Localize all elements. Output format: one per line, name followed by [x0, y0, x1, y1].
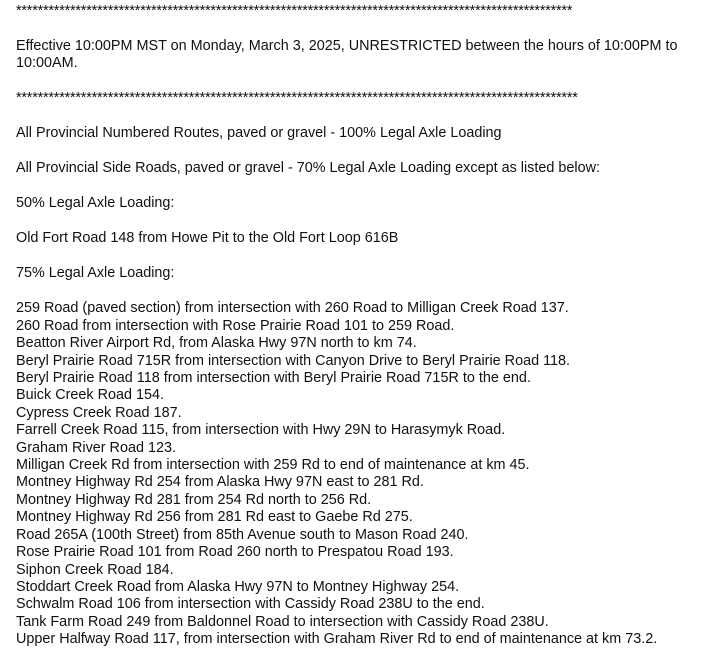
list-item: Montney Highway Rd 254 from Alaska Hwy 97N east to 281 Rd. [16, 474, 424, 491]
side-roads-rule: All Provincial Side Roads, paved or gravel - 70% Legal Axle Loading except as listed below: [16, 160, 600, 177]
section-50-list [16, 230, 706, 247]
numbered-routes-rule: All Provincial Numbered Routes, paved or gravel - 100% Legal Axle Loading [16, 125, 502, 142]
list-item: Siphon Creek Road 184. [16, 561, 174, 578]
list-item: Graham River Road 123. [16, 439, 176, 456]
list-item: Upper Halfway Road 117, from intersection with Graham River Rd to end of maintenance at km 73.2. [16, 631, 658, 648]
list-item: Montney Highway Rd 256 from 281 Rd east to Gaebe Rd 275. [16, 509, 413, 526]
section-75-heading: 75% Legal Axle Loading: [16, 265, 175, 282]
list-item: Cypress Creek Road 187. [16, 404, 182, 421]
list-item: Beryl Prairie Road 715R from intersection with Canyon Drive to Beryl Prairie Road 118. [16, 352, 571, 369]
list-item: Farrell Creek Road 115, from intersection with Hwy 29N to Harasymyk Road. [16, 422, 506, 439]
list-item: Milligan Creek Rd from intersection with 259 Rd to end of maintenance at km 45. [16, 457, 530, 474]
section-75-list [16, 300, 706, 648]
list-item: Beatton River Airport Rd, from Alaska Hwy 97N north to km 74. [16, 335, 417, 352]
effective-notice: Effective 10:00PM MST on Monday, March 3, 2025, UNRESTRICTED between the hours of 10:00PM to 10:00AM. [16, 38, 678, 72]
separator-top: ******************************************************************************************************* [16, 3, 573, 19]
list-item: Old Fort Road 148 from Howe Pit to the Old Fort Loop 616B [16, 230, 399, 247]
list-item: Tank Farm Road 249 from Baldonnel Road to intersection with Cassidy Road 238U. [16, 613, 549, 630]
list-item: Schwalm Road 106 from intersection with Cassidy Road 238U to the end. [16, 596, 485, 613]
separator-bottom: ******************************************************************************************************** [16, 90, 578, 107]
list-item: Rose Prairie Road 101 from Road 260 north to Prespatou Road 193. [16, 544, 454, 561]
list-item: Buick Creek Road 154. [16, 387, 164, 404]
list-item: Beryl Prairie Road 118 from intersection with Beryl Prairie Road 715R to the end. [16, 370, 531, 387]
list-item: Stoddart Creek Road from Alaska Hwy 97N to Montney Highway 254. [16, 578, 460, 595]
list-item: 260 Road from intersection with Rose Prairie Road 101 to 259 Road. [16, 317, 455, 334]
list-item: Road 265A (100th Street) from 85th Avenue south to Mason Road 240. [16, 526, 469, 543]
section-50-heading: 50% Legal Axle Loading: [16, 195, 175, 212]
list-item: Montney Highway Rd 281 from 254 Rd north to 256 Rd. [16, 491, 372, 508]
list-item: 259 Road (paved section) from intersection with 260 Road to Milligan Creek Road 137. [16, 300, 569, 317]
